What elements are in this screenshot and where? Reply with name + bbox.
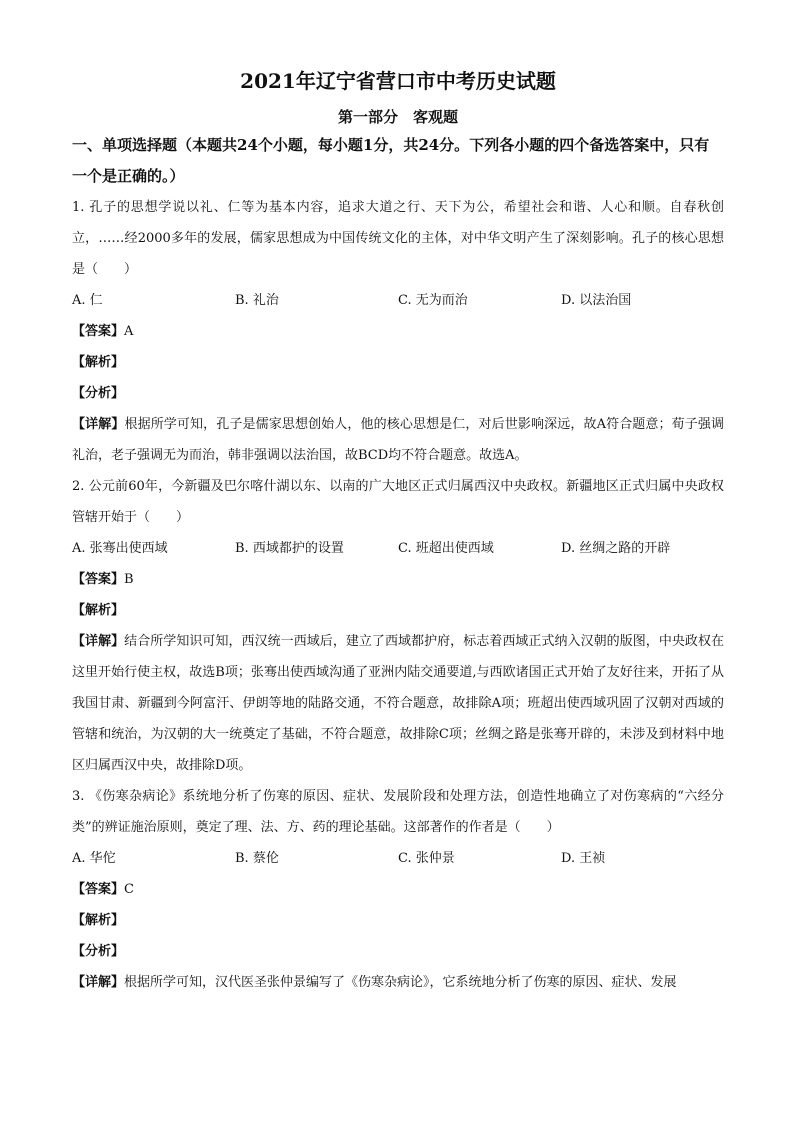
- question-1-analysis: [72, 347, 724, 378]
- question-2-stem: 2. 公元前60年，今新疆及巴尔喀什湖以东、以南的广大地区正式归属西汉中央政权。新疆地区正式归属中央政权管辖开始于（ ）: [72, 479, 724, 525]
- question-1-stem: 1. 孔子的思想学说以礼、仁等为基本内容，追求大道之行、天下为公，希望社会和谐、人心和顺。自春秋创立，……经2000多年的发展，儒家思想成为中国传统文化的主体，对中华文明产生了深刻影响。孔子的核心思想是（ ）: [72, 200, 724, 277]
- answer-label: 【答案】: [72, 572, 125, 587]
- option-d: D. 以法治国: [561, 293, 632, 308]
- question-3-analysis: [72, 905, 724, 936]
- detail-text: 结合所学知识可知，西汉统一西域后，建立了西域都护府，标志着西域正式纳入汉朝的版图，中央政权在这里开始行使主权，故选B项；张骞出使西域沟通了亚洲内陆交通要道,与西欧诸国正式开始了友好往来，开拓了从我国甘肃、新疆到今阿富汗、伊朗等地的陆路交通，不符合题意，故排除A项；班超出使西域巩固了汉朝对西域的管辖和统治，为汉朝的大一统奠定了基础，不符合题意，故排除C项；丝绸之路是张骞开辟的，未涉及到材料中地区归属西汉中央，故排除D项。: [72, 634, 724, 773]
- question-3-fenxi: [72, 936, 724, 967]
- question-1-detail: [72, 409, 724, 471]
- analysis-label: 【解析】: [72, 355, 125, 370]
- question-2-detail: [72, 626, 724, 781]
- detail-label: 【详解】: [72, 975, 125, 990]
- exam-title: 2021年辽宁省营口市中考历史试题: [240, 69, 556, 93]
- fenxi-label: 【分析】: [72, 386, 125, 401]
- option-c: C. 无为而治: [398, 293, 468, 308]
- answer-label: 【答案】: [72, 324, 125, 339]
- option-b: B. 礼治: [235, 293, 279, 308]
- part-heading: 第一部分 客观题: [337, 108, 458, 126]
- detail-text: 根据所学可知，汉代医圣张仲景编写了《伤寒杂病论》，它系统地分析了伤寒的原因、症状、发展: [124, 975, 677, 990]
- option-d: D. 王祯: [561, 851, 606, 866]
- question-1-answer: [72, 316, 724, 347]
- option-a: A. 仁: [72, 293, 103, 308]
- question-1-options: [72, 285, 724, 316]
- question-2-analysis: [72, 595, 724, 626]
- question-2-options: [72, 533, 724, 564]
- analysis-label: 【解析】: [72, 603, 125, 618]
- analysis-label: 【解析】: [72, 913, 125, 928]
- detail-label: 【详解】: [72, 417, 125, 432]
- option-a: A. 华佗: [72, 851, 116, 866]
- answer-value: A: [124, 324, 134, 339]
- question-3-stem: 3. 《伤寒杂病论》系统地分析了伤寒的原因、症状、发展阶段和处理方法，创造性地确立了对伤寒病的“六经分类”的辨证施治原则，奠定了理、法、方、药的理论基础。这部著作的作者是（ ）: [72, 789, 724, 835]
- question-2-answer: [72, 564, 724, 595]
- section-instructions: 一、单项选择题（本题共24个小题，每小题1分，共24分。下列各小题的四个备选答案中，只有一个是正确的。）: [72, 136, 710, 185]
- option-d: D. 丝绸之路的开辟: [561, 541, 671, 556]
- fenxi-label: 【分析】: [72, 944, 125, 959]
- document-page: [72, 62, 724, 998]
- question-3-answer: [72, 874, 724, 905]
- detail-label: 【详解】: [72, 634, 125, 649]
- question-1-fenxi: [72, 378, 724, 409]
- option-b: B. 西域都护的设置: [235, 541, 344, 556]
- option-c: C. 班超出使西域: [398, 541, 494, 556]
- detail-text: 根据所学可知，孔子是儒家思想创始人，他的核心思想是仁，对后世影响深远，故A符合题意；荀子强调礼治，老子强调无为而治，韩非强调以法治国，故BCD均不符合题意。故选A。: [72, 417, 724, 463]
- answer-value: B: [124, 572, 134, 587]
- answer-label: 【答案】: [72, 882, 125, 897]
- option-c: C. 张仲景: [398, 851, 455, 866]
- answer-value: C: [124, 882, 134, 897]
- question-3-options: [72, 843, 724, 874]
- question-3-detail: [72, 967, 724, 998]
- option-b: B. 蔡伦: [235, 851, 279, 866]
- option-a: A. 张骞出使西域: [72, 541, 168, 556]
